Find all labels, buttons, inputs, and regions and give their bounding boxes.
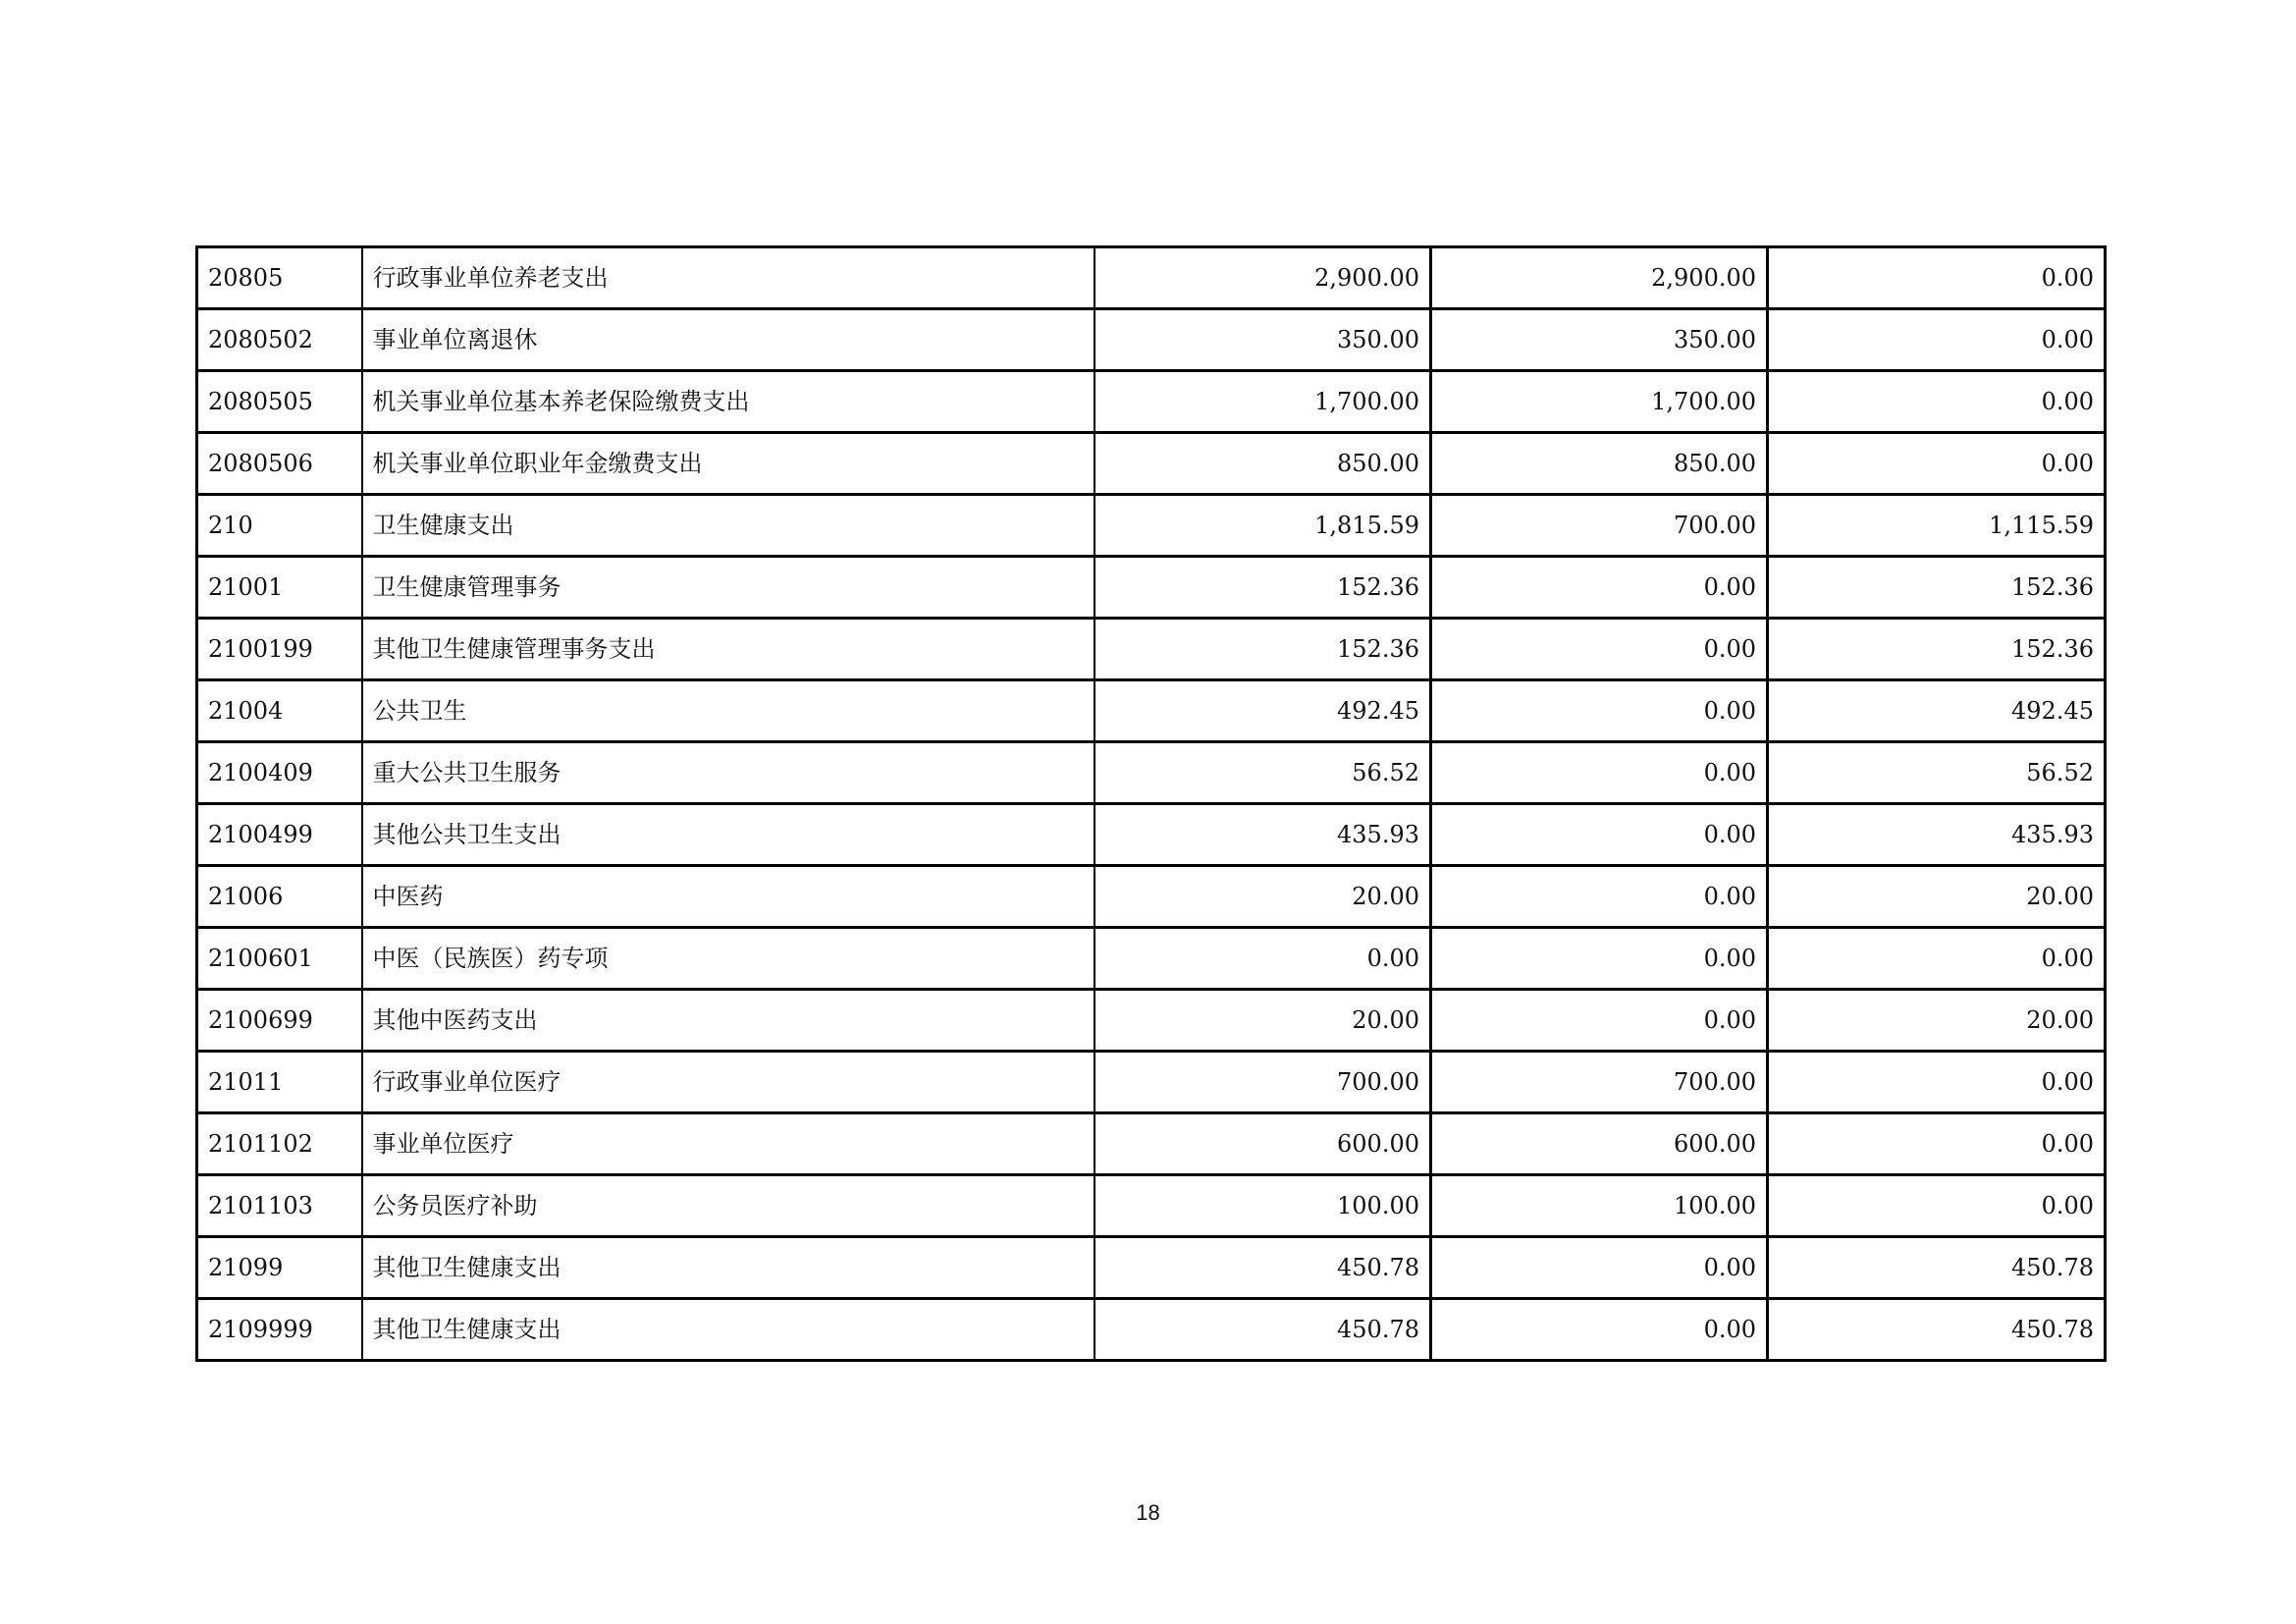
cell-project: 20.00 (1768, 866, 2106, 928)
cell-total: 1,815.59 (1095, 495, 1431, 557)
cell-basic: 0.00 (1431, 990, 1768, 1052)
budget-table (195, 245, 2107, 1362)
cell-total: 152.36 (1095, 557, 1431, 619)
cell-item-name: 中医（民族医）药专项 (362, 928, 1095, 990)
cell-total: 1,700.00 (1095, 371, 1431, 433)
table-row (197, 557, 2106, 619)
table-row (197, 433, 2106, 495)
cell-project: 450.78 (1768, 1237, 2106, 1299)
cell-item-name: 其他公共卫生支出 (362, 804, 1095, 866)
cell-total: 2,900.00 (1095, 247, 1431, 309)
cell-item-name: 行政事业单位养老支出 (362, 247, 1095, 309)
cell-code: 2080506 (197, 433, 362, 495)
cell-project: 0.00 (1768, 433, 2106, 495)
cell-item-name: 事业单位医疗 (362, 1113, 1095, 1175)
cell-basic: 0.00 (1431, 1237, 1768, 1299)
cell-code: 2080505 (197, 371, 362, 433)
cell-project: 435.93 (1768, 804, 2106, 866)
table-row (197, 742, 2106, 804)
cell-code: 2080502 (197, 309, 362, 371)
cell-total: 152.36 (1095, 619, 1431, 680)
cell-total: 56.52 (1095, 742, 1431, 804)
cell-code: 210 (197, 495, 362, 557)
cell-project: 0.00 (1768, 1113, 2106, 1175)
cell-total: 20.00 (1095, 866, 1431, 928)
cell-project: 0.00 (1768, 247, 2106, 309)
cell-basic: 1,700.00 (1431, 371, 1768, 433)
cell-project: 0.00 (1768, 371, 2106, 433)
cell-item-name: 卫生健康支出 (362, 495, 1095, 557)
table-row (197, 1175, 2106, 1237)
cell-total: 100.00 (1095, 1175, 1431, 1237)
table-row (197, 309, 2106, 371)
cell-basic: 2,900.00 (1431, 247, 1768, 309)
cell-total: 20.00 (1095, 990, 1431, 1052)
cell-basic: 0.00 (1431, 804, 1768, 866)
table-row (197, 1237, 2106, 1299)
cell-code: 2100409 (197, 742, 362, 804)
table-row (197, 680, 2106, 742)
table-row (197, 1299, 2106, 1361)
table-row (197, 990, 2106, 1052)
cell-code: 2100601 (197, 928, 362, 990)
cell-total: 0.00 (1095, 928, 1431, 990)
cell-basic: 850.00 (1431, 433, 1768, 495)
cell-code: 21006 (197, 866, 362, 928)
cell-code: 21011 (197, 1052, 362, 1113)
cell-code: 2100199 (197, 619, 362, 680)
cell-project: 1,115.59 (1768, 495, 2106, 557)
cell-project: 0.00 (1768, 309, 2106, 371)
cell-project: 0.00 (1768, 928, 2106, 990)
cell-basic: 0.00 (1431, 619, 1768, 680)
table-row (197, 371, 2106, 433)
cell-item-name: 行政事业单位医疗 (362, 1052, 1095, 1113)
cell-item-name: 卫生健康管理事务 (362, 557, 1095, 619)
cell-code: 2101103 (197, 1175, 362, 1237)
table-row (197, 1052, 2106, 1113)
table-row (197, 619, 2106, 680)
cell-item-name: 其他卫生健康管理事务支出 (362, 619, 1095, 680)
table-row (197, 928, 2106, 990)
cell-item-name: 中医药 (362, 866, 1095, 928)
cell-total: 350.00 (1095, 309, 1431, 371)
cell-total: 450.78 (1095, 1237, 1431, 1299)
cell-code: 20805 (197, 247, 362, 309)
cell-project: 492.45 (1768, 680, 2106, 742)
cell-basic: 0.00 (1431, 557, 1768, 619)
cell-item-name: 其他卫生健康支出 (362, 1299, 1095, 1361)
cell-item-name: 公共卫生 (362, 680, 1095, 742)
cell-basic: 100.00 (1431, 1175, 1768, 1237)
cell-project: 0.00 (1768, 1052, 2106, 1113)
cell-code: 21004 (197, 680, 362, 742)
cell-code: 21001 (197, 557, 362, 619)
cell-project: 152.36 (1768, 557, 2106, 619)
cell-basic: 0.00 (1431, 1299, 1768, 1361)
cell-code: 2101102 (197, 1113, 362, 1175)
cell-item-name: 重大公共卫生服务 (362, 742, 1095, 804)
cell-code: 21099 (197, 1237, 362, 1299)
page-number: 18 (1136, 1500, 1160, 1525)
cell-project: 152.36 (1768, 619, 2106, 680)
cell-total: 850.00 (1095, 433, 1431, 495)
cell-total: 600.00 (1095, 1113, 1431, 1175)
table-row (197, 866, 2106, 928)
cell-total: 492.45 (1095, 680, 1431, 742)
cell-item-name: 机关事业单位职业年金缴费支出 (362, 433, 1095, 495)
cell-project: 56.52 (1768, 742, 2106, 804)
cell-item-name: 事业单位离退休 (362, 309, 1095, 371)
cell-item-name: 其他中医药支出 (362, 990, 1095, 1052)
table-row (197, 1113, 2106, 1175)
cell-basic: 600.00 (1431, 1113, 1768, 1175)
cell-project: 450.78 (1768, 1299, 2106, 1361)
cell-total: 700.00 (1095, 1052, 1431, 1113)
cell-item-name: 机关事业单位基本养老保险缴费支出 (362, 371, 1095, 433)
table-row (197, 247, 2106, 309)
cell-total: 450.78 (1095, 1299, 1431, 1361)
cell-basic: 0.00 (1431, 680, 1768, 742)
table-row (197, 495, 2106, 557)
cell-total: 435.93 (1095, 804, 1431, 866)
cell-basic: 700.00 (1431, 1052, 1768, 1113)
cell-code: 2100699 (197, 990, 362, 1052)
budget-table-body (197, 247, 2106, 1361)
cell-basic: 0.00 (1431, 742, 1768, 804)
table-row (197, 804, 2106, 866)
cell-code: 2109999 (197, 1299, 362, 1361)
cell-basic: 350.00 (1431, 309, 1768, 371)
cell-item-name: 其他卫生健康支出 (362, 1237, 1095, 1299)
cell-basic: 0.00 (1431, 866, 1768, 928)
cell-project: 20.00 (1768, 990, 2106, 1052)
cell-item-name: 公务员医疗补助 (362, 1175, 1095, 1237)
cell-project: 0.00 (1768, 1175, 2106, 1237)
cell-basic: 0.00 (1431, 928, 1768, 990)
cell-code: 2100499 (197, 804, 362, 866)
cell-basic: 700.00 (1431, 495, 1768, 557)
